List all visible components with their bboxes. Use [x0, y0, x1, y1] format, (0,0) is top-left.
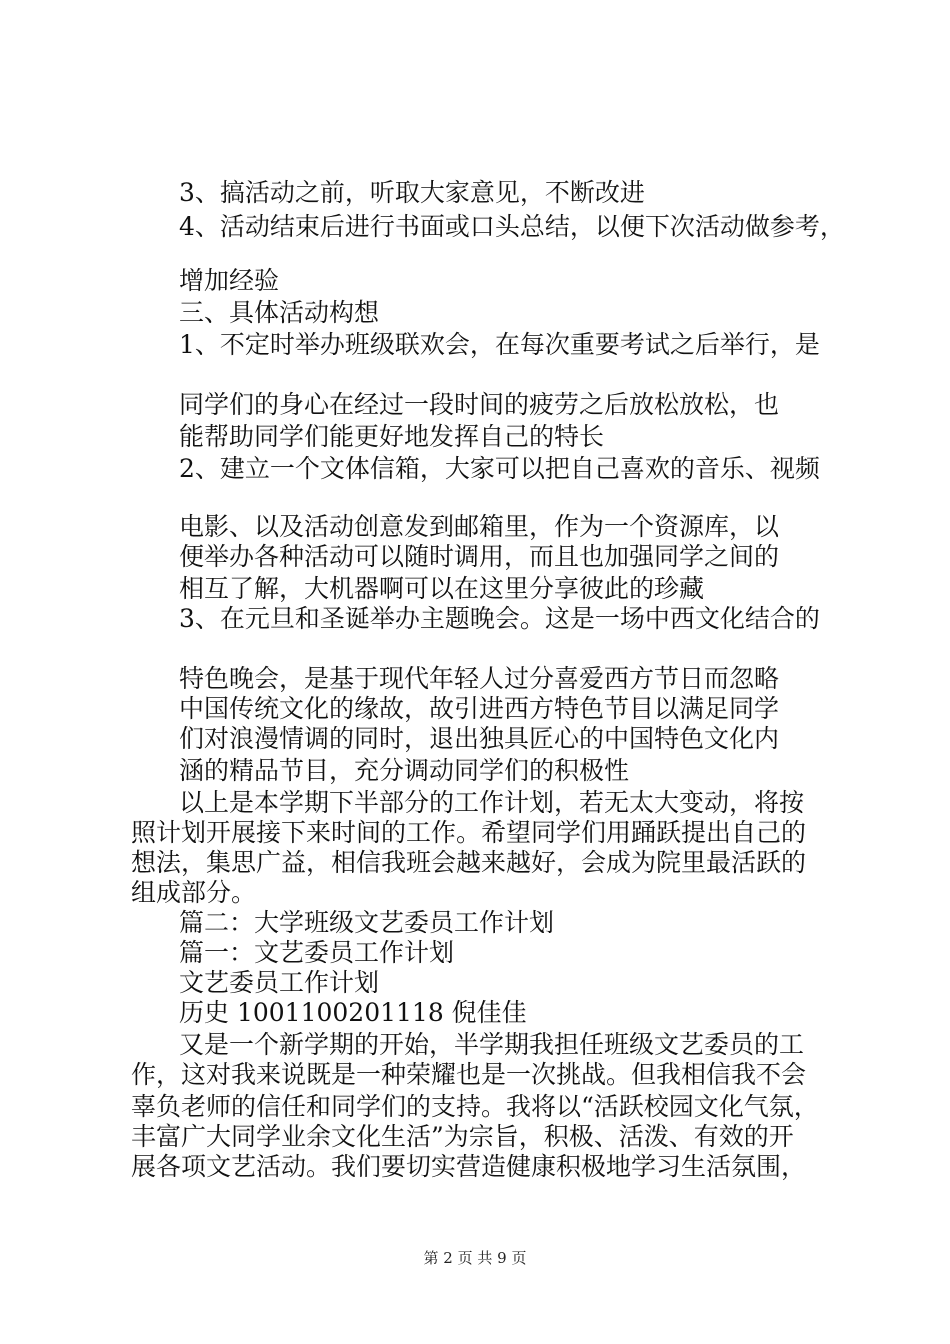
- section-title: 篇二：大学班级文艺委员工作计划: [179, 908, 555, 937]
- paragraph-line: 丰富广大同学业余文化生活”为宗旨，积极、活泼、有效的开: [131, 1122, 794, 1151]
- text-line: 3、在元旦和圣诞举办主题晚会。这是一场中西文化结合的: [179, 604, 820, 633]
- text-line: 中国传统文化的缘故，故引进西方特色节目以满足同学: [179, 694, 780, 723]
- section-title: 篇一：文艺委员工作计划: [179, 938, 455, 967]
- text-line: 涵的精品节目，充分调动同学们的积极性: [179, 756, 630, 785]
- paragraph-line: 作，这对我来说既是一种荣耀也是一次挑战。但我相信我不会: [131, 1060, 807, 1089]
- text-line: 4、活动结束后进行书面或口头总结，以便下次活动做参考，: [179, 212, 845, 241]
- document-title: 文艺委员工作计划: [179, 968, 380, 997]
- text-line: 3、搞活动之前，听取大家意见，不断改进: [179, 178, 645, 207]
- paragraph-line: 组成部分。: [131, 878, 257, 907]
- paragraph-line: 想法，集思广益，相信我班会越来越好，会成为院里最活跃的: [131, 848, 807, 877]
- author-line: 历史 1001100201118 倪佳佳: [179, 998, 527, 1027]
- page-number-footer: 第 2 页 共 9 页: [423, 1249, 527, 1267]
- paragraph-line: 照计划开展接下来时间的工作。希望同学们用踊跃提出自己的: [131, 818, 807, 847]
- text-line: 便举办各种活动可以随时调用，而且也加强同学之间的: [179, 542, 780, 571]
- paragraph-line: 辜负老师的信任和同学们的支持。我将以“活跃校园文化气氛，: [131, 1092, 819, 1121]
- text-line: 同学们的身心在经过一段时间的疲劳之后放松放松，也: [179, 390, 780, 419]
- text-line: 能帮助同学们能更好地发挥自己的特长: [179, 422, 605, 451]
- text-line: 相互了解，大机器啊可以在这里分享彼此的珍藏: [179, 574, 705, 603]
- paragraph-line: 又是一个新学期的开始，半学期我担任班级文艺委员的工: [179, 1030, 805, 1059]
- paragraph-line: 展各项文艺活动。我们要切实营造健康积极地学习生活氛围，: [131, 1152, 807, 1181]
- text-line: 1、不定时举办班级联欢会，在每次重要考试之后举行，是: [179, 330, 820, 359]
- text-line: 电影、以及活动创意发到邮箱里，作为一个资源库，以: [179, 512, 780, 541]
- text-line: 增加经验: [179, 266, 280, 295]
- section-heading: 三、具体活动构想: [179, 298, 380, 327]
- text-line: 们对浪漫情调的同时，退出独具匠心的中国特色文化内: [179, 724, 780, 753]
- paragraph-line: 以上是本学期下半部分的工作计划，若无太大变动，将按: [179, 788, 805, 817]
- text-line: 特色晚会，是基于现代年轻人过分喜爱西方节日而忽略: [179, 664, 780, 693]
- text-line: 2、建立一个文体信箱，大家可以把自己喜欢的音乐、视频: [179, 454, 820, 483]
